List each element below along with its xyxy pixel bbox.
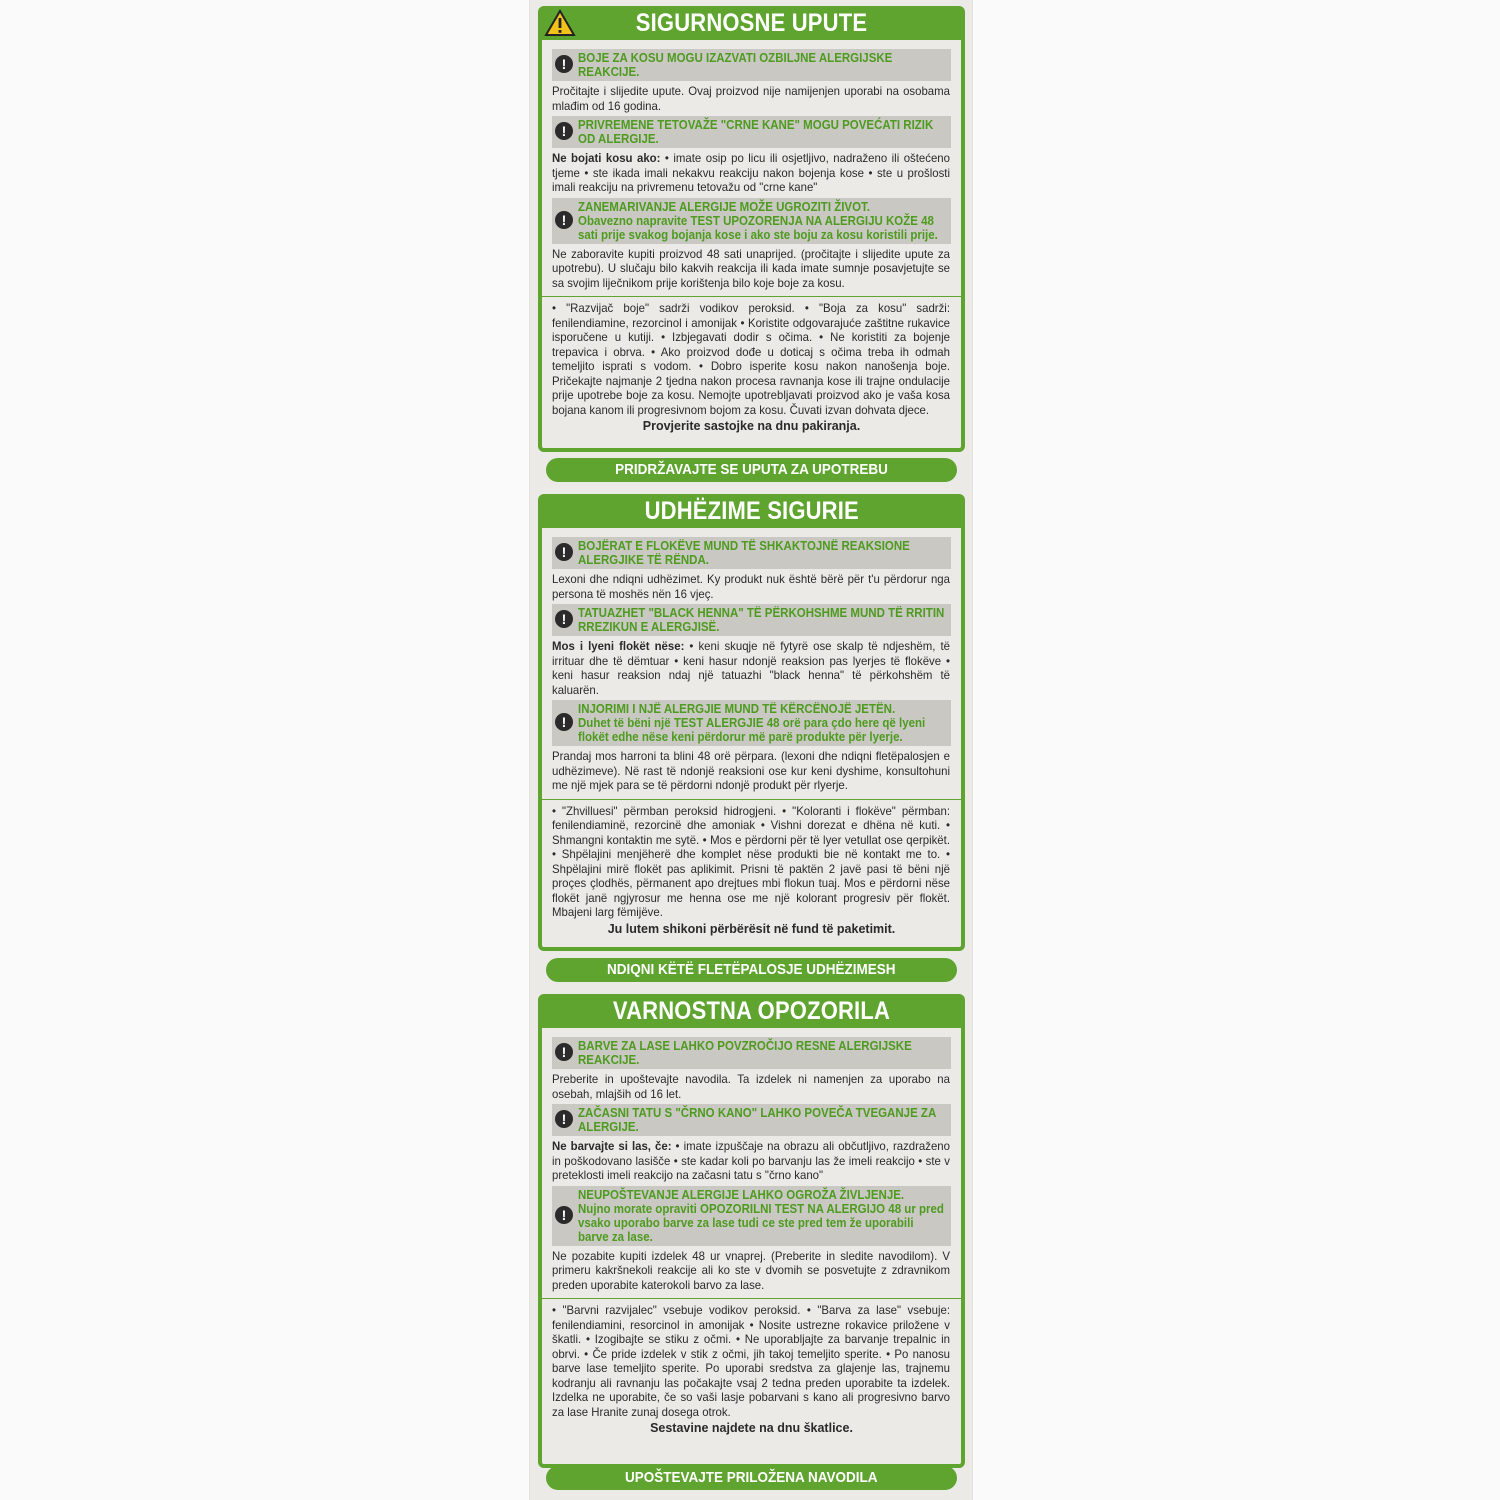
warning-box	[552, 49, 951, 81]
ingredients-note: Provjerite sastojke na dnu pakiranja.	[642, 419, 861, 433]
warning-paragraph: Ne zaboravite kupiti proizvod 48 sati unaprijed. (pročitajte i slijedite upute za upotrebu). U slučaju bilo kakvih reakcija ili kada imate sumnje posavjetujte se sa svojim liječnikom prije korištenja bilo koje boje za kosu.	[552, 246, 950, 290]
section-header	[538, 494, 965, 528]
warning-text-detail: Obavezno napravite TEST UPOZORENJA NA ALERGIJU KOŽE 48 sati prije svakog bojanja kose i ako ste boju za kosu koristili prije.	[578, 213, 938, 242]
paragraph-lead: Mos i lyeni flokët nëse:	[552, 639, 685, 653]
section-albanian	[538, 494, 965, 984]
section-footer-text: UPOŠTEVAJTE PRILOŽENA NAVODILA	[625, 1469, 878, 1486]
section-title: SIGURNOSNE UPUTE	[635, 9, 868, 37]
warning-paragraph	[552, 639, 950, 697]
exclamation-icon: !	[555, 211, 573, 229]
ingredients-paragraph: • "Razvijač boje" sadrži vodikov peroksid. • "Boja za kosu" sadrži: fenilendiamine, rezorcinol i amonijak • Koristite odgovarajuće zaštitne rukavice isporučene u kutiji. • Izbjegavati dodir s očima. • Ne koristiti za bojenje trepavica i obrva. • Ako proizvod dođe u doticaj s očima treba ih odmah temeljito isprati s vodom. • Dobro isperite kosu nakon nanošenja boje. Pričekajte najmanje 2 tjedna nakon procesa ravnanja kose ili trajne ondulacije prije upotrebe boje za kosu. Nemojte upotrebljavati proizvod ako je vaša kosa bojana kanom ili progresivnom bojom za kosu. Čuvati izvan dohvata djece.	[552, 301, 950, 417]
warning-text-detail: Duhet të bëni një TEST ALERGJIE 48 orë para çdo here që lyeni flokët edhe nëse keni përdorur më parë produkte për lyerje.	[578, 716, 926, 744]
warning-text: ZAČASNI TATU S "ČRNO KANO" LAHKO POVEČA TVEGANJE ZA ALERGIJE.	[578, 1106, 936, 1134]
section-footer	[546, 1466, 957, 1490]
exclamation-icon: !	[555, 1043, 573, 1061]
paragraph-lead: Ne bojati kosu ako:	[552, 151, 661, 165]
exclamation-icon: !	[555, 122, 573, 140]
warning-text: BARVE ZA LASE LAHKO POVZROČIJO RESNE ALERGIJSKE REAKCIJE.	[578, 1039, 912, 1067]
paragraph-body: • imate osip po licu ili osjetljivo, nadraženo ili oštećeno tjeme • ste ikada imali nekakvu reakciju nakon bojenja kose • ste u prošlosti imali reakciju na privremenu tetovažu od "crne kane"	[552, 151, 950, 194]
section-footer	[546, 458, 957, 482]
section-croatian	[538, 6, 965, 485]
ingredients-note: Ju lutem shikoni përbërësit në fund të paketimit.	[607, 921, 896, 936]
warning-paragraph	[552, 1139, 950, 1183]
ingredients-paragraph: • "Barvni razvijalec" vsebuje vodikov peroksid. • "Barva za lase" vsebuje: fenilendiamini, resorcinol in amonijak • Nosite ustrezne rokavice priložene v škatli. • Izogibajte se stiku z očmi. • Ne uporabljajte za barvanje trepalnic in obrvi. • Če pride izdelek v stik z očmi, jih takoj temeljito sperite. • Po nanosu barve lase temeljito sperite. Po uporabi sredstva za glajenje las, trajnemu kodranju ali ravnanju las počakajte vsaj 2 tedna preden uporabite ta izdelek. Izdelka ne uporabite, če so vaši lasje pobarvani s kano ali progresivno barvo za lase Hranite zunaj dosega otrok.	[552, 1303, 950, 1419]
warning-text: INJORIMI I NJË ALERGJIE MUND TË KËRCËNOJË JETËN.	[578, 702, 896, 716]
section-footer	[546, 958, 957, 982]
exclamation-icon: !	[555, 713, 573, 731]
section-footer-text: PRIDRŽAVAJTE SE UPUTA ZA UPOTREBU	[615, 461, 888, 478]
section-header	[538, 994, 965, 1028]
warning-paragraph: Prandaj mos harroni ta blini 48 orë përpara. (lexoni dhe ndiqni fletëpalosjen e udhëzimeve). Në rast të ndonjë reaksioni ose kur keni dyshime, konsultohuni me një mjek para se të përdorni ndonjë produkt për rlyerje.	[552, 749, 950, 792]
warning-box	[552, 604, 951, 636]
paragraph-body: • keni skuqje në fytyrë ose skalp të ndjeshëm, të irrituar dhe të dëmtuar • keni hasur ndonjë reaksion pas lyerjes të flokëve • keni hasur reaksion ndaj një tatuazhi "black henna" të përkohshëm të kaluarën.	[552, 639, 950, 697]
warning-text: TATUAZHET "BLACK HENNA" TË PËRKOHSHME MUND TË RRITIN RREZIKUN E ALERGJISË.	[578, 606, 945, 634]
paragraph-body: • imate izpuščaje na obrazu ali občutljivo, razdraženo in poškodovano lasišče • ste kadar koli po barvanju las že imeli reakcijo • ste v preteklosti imeli reakcijo na začasni tatu s "črno kano"	[552, 1139, 950, 1182]
warning-box	[552, 1104, 951, 1136]
section-title: VARNOSTNA OPOZORILA	[612, 997, 891, 1025]
warning-text: NEUPOŠTEVANJE ALERGIJE LAHKO OGROŽA ŽIVLJENJE.	[578, 1187, 905, 1202]
warning-paragraph: Preberite in upoštevajte navodila. Ta izdelek ni namenjen za uporabo na osebah, mlajših od 16 let.	[552, 1072, 950, 1101]
divider	[538, 296, 965, 297]
warning-paragraph: Pročitajte i slijedite upute. Ovaj proizvod nije namijenjen uporabi na osobama mlađim od 16 godina.	[552, 84, 950, 113]
warning-text-detail: Nujno morate opraviti OPOZORILNI TEST NA ALERGIJO 48 ur pred vsako uporabo barve za lase tudi ce ste pred tem že uporabili barve za lase.	[578, 1201, 944, 1244]
exclamation-icon: !	[555, 1110, 573, 1128]
divider	[538, 1298, 965, 1299]
warning-box	[552, 198, 951, 244]
warning-box	[552, 1186, 951, 1246]
warning-paragraph: Ne pozabite kupiti izdelek 48 ur vnaprej. (Preberite in sledite navodilom). V primeru kakršnekoli reakcije ali ko ste v dvomih se posvetujte z zdravnikom preden uporabite katerokoli barvo za lase.	[552, 1248, 950, 1292]
warning-text: BOJËRAT E FLOKËVE MUND TË SHKAKTOJNË REAKSIONE ALERGJIKE TË RËNDA.	[578, 539, 910, 567]
warning-text: PRIVREMENE TETOVAŽE "CRNE KANE" MOGU POVEĆATI RIZIK OD ALERGIJE.	[578, 118, 934, 146]
ingredients-note: Sestavine najdete na dnu škatlice.	[650, 1421, 853, 1435]
exclamation-icon: !	[555, 543, 573, 561]
section-footer-text: NDIQNI KËTË FLETËPALOSJE UDHËZIMESH	[607, 961, 896, 978]
warning-box	[552, 116, 951, 148]
divider	[538, 799, 965, 800]
warning-text: ZANEMARIVANJE ALERGIJE MOŽE UGROZITI ŽIVOT.	[578, 199, 870, 214]
warning-triangle-icon	[544, 9, 576, 37]
warning-text: BOJE ZA KOSU MOGU IZAZVATI OZBILJNE ALERGIJSKE REAKCIJE.	[578, 51, 893, 79]
exclamation-icon: !	[555, 1206, 573, 1224]
section-title: UDHËZIME SIGURIE	[644, 497, 859, 525]
paragraph-lead: Ne barvajte si las, če:	[552, 1139, 672, 1153]
warning-paragraph	[552, 151, 950, 195]
warning-box	[552, 537, 951, 569]
instruction-strip	[530, 0, 972, 1500]
warning-paragraph: Lexoni dhe ndiqni udhëzimet. Ky produkt nuk është bërë për t'u përdorur nga persona të moshës nën 16 vjeç.	[552, 572, 950, 601]
warning-box	[552, 1037, 951, 1069]
section-slovenian	[538, 994, 965, 1494]
ingredients-paragraph: • "Zhvilluesi" përmban peroksid hidrogjeni. • "Koloranti i flokëve" përmban: fenilendiaminë, rezorcinë dhe amoniak • Vishni dorezat e dhëna në kuti. • Shmangni kontaktin me sytë. • Mos e përdorni për të lyer vetullat ose qerpikët. • Shpëlajini menjëherë dhe komplet nëse produkti bie në kontakt me to. • Shpëlajini mirë flokët pas aplikimit. Prisni të paktën 2 javë pasi të bëni një proçes çlodhës, përmanent apo drejtues mbi flokun tuaj. Mos e përdorni nëse flokët janë ngjyrosur me henna ose me një kolorant progresiv për flokët. Mbajeni larg fëmijëve.	[552, 803, 950, 919]
warning-box	[552, 700, 951, 746]
exclamation-icon: !	[555, 610, 573, 628]
section-header	[538, 6, 965, 40]
exclamation-icon: !	[555, 55, 573, 73]
